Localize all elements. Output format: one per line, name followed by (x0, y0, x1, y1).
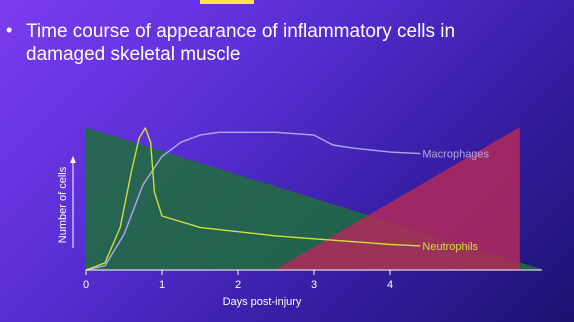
x-tick-label-4: 4 (386, 279, 394, 291)
x-tick-label-2: 2 (234, 279, 242, 291)
series-neutrophils-label: Neutrophils (422, 240, 479, 253)
series-macrophages-label: Macrophages (422, 148, 490, 161)
x-axis-label: Days post-injury (222, 296, 302, 308)
x-tick-label-1: 1 (158, 279, 166, 291)
y-axis-label: Number of cells (57, 166, 69, 244)
bullet: • (6, 20, 13, 40)
chart-ticks (83, 270, 393, 291)
y-axis-arrow-head (70, 156, 76, 163)
x-tick-label-0: 0 (82, 279, 90, 291)
slide-title: Time course of appearance of inflammatory cells in damaged skeletal muscle (26, 21, 456, 65)
x-tick-label-3: 3 (310, 279, 318, 291)
